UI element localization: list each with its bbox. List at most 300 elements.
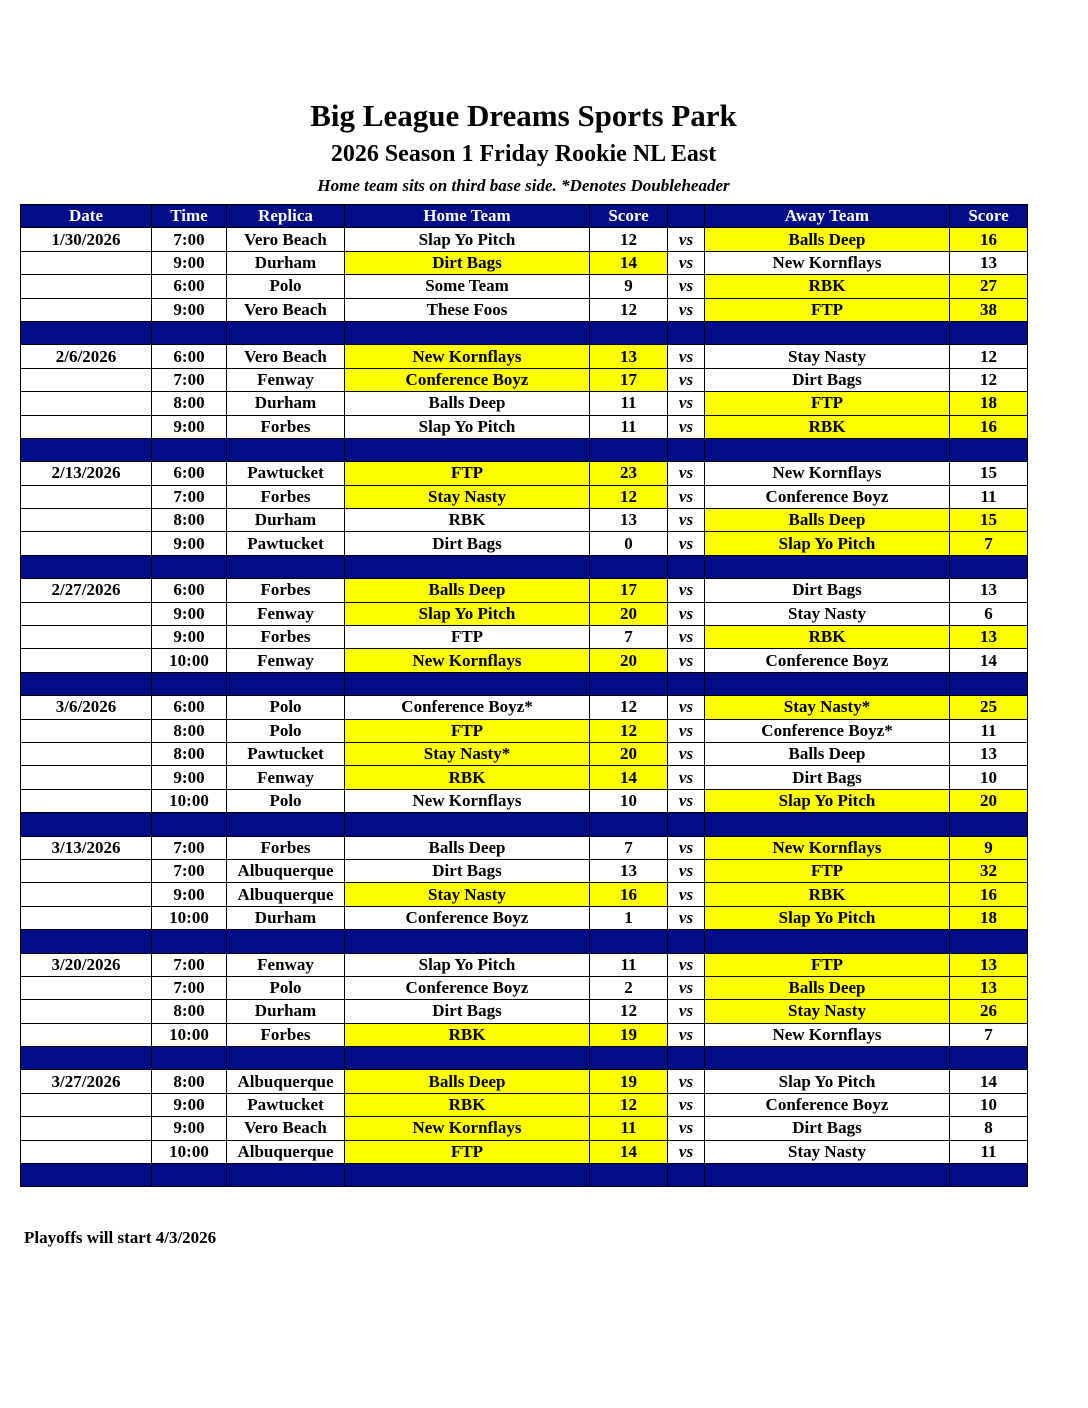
away-team-cell: New Kornflays <box>705 836 950 859</box>
date-cell <box>21 859 152 882</box>
table-row <box>21 275 1028 298</box>
date-cell <box>21 298 152 321</box>
table-row <box>21 953 1028 976</box>
week-separator-row <box>21 1164 1028 1187</box>
date-cell: 3/20/2026 <box>21 953 152 976</box>
vs-cell: vs <box>668 1117 705 1140</box>
separator-cell <box>668 930 705 953</box>
table-row <box>21 532 1028 555</box>
separator-cell <box>705 321 950 344</box>
week-separator-row <box>21 555 1028 578</box>
separator-cell <box>152 321 227 344</box>
time-cell: 8:00 <box>152 392 227 415</box>
away-score-cell: 12 <box>950 368 1028 391</box>
time-cell: 9:00 <box>152 298 227 321</box>
column-header-home-score: Score <box>590 205 668 228</box>
home-team-cell: Dirt Bags <box>345 1000 590 1023</box>
date-cell <box>21 742 152 765</box>
away-team-cell: Slap Yo Pitch <box>705 1070 950 1093</box>
time-cell: 7:00 <box>152 485 227 508</box>
home-score-cell: 12 <box>590 228 668 251</box>
away-team-cell: Dirt Bags <box>705 579 950 602</box>
vs-cell: vs <box>668 976 705 999</box>
time-cell: 10:00 <box>152 649 227 672</box>
home-team-cell: FTP <box>345 462 590 485</box>
column-header-away-team: Away Team <box>705 205 950 228</box>
date-cell <box>21 509 152 532</box>
vs-cell: vs <box>668 789 705 812</box>
vs-cell: vs <box>668 345 705 368</box>
home-team-cell: New Kornflays <box>345 649 590 672</box>
replica-cell: Polo <box>227 976 345 999</box>
separator-cell <box>227 1047 345 1070</box>
separator-cell <box>590 555 668 578</box>
vs-cell: vs <box>668 1070 705 1093</box>
replica-cell: Forbes <box>227 579 345 602</box>
vs-cell: vs <box>668 1140 705 1163</box>
away-team-cell: Dirt Bags <box>705 1117 950 1140</box>
page-subtitle: 2026 Season 1 Friday Rookie NL East <box>330 141 717 167</box>
separator-cell <box>668 672 705 695</box>
replica-cell: Pawtucket <box>227 462 345 485</box>
separator-cell <box>950 321 1028 344</box>
date-cell <box>21 626 152 649</box>
home-team-cell: Stay Nasty <box>345 883 590 906</box>
table-row <box>21 626 1028 649</box>
table-row <box>21 649 1028 672</box>
away-score-cell: 7 <box>950 532 1028 555</box>
away-team-cell: New Kornflays <box>705 462 950 485</box>
home-score-cell: 23 <box>590 462 668 485</box>
vs-cell: vs <box>668 742 705 765</box>
replica-cell: Forbes <box>227 485 345 508</box>
home-team-cell: RBK <box>345 766 590 789</box>
separator-cell <box>227 438 345 461</box>
time-cell: 9:00 <box>152 1093 227 1116</box>
away-score-cell: 13 <box>950 626 1028 649</box>
vs-cell: vs <box>668 696 705 719</box>
table-row <box>21 485 1028 508</box>
table-row <box>21 509 1028 532</box>
away-score-cell: 13 <box>950 976 1028 999</box>
replica-cell: Polo <box>227 719 345 742</box>
schedule-note: Home team sits on third base side. *Denotes Doubleheader <box>317 176 730 195</box>
away-team-cell: Balls Deep <box>705 509 950 532</box>
date-cell <box>21 1117 152 1140</box>
separator-cell <box>668 1164 705 1187</box>
separator-cell <box>21 321 152 344</box>
away-score-cell: 14 <box>950 649 1028 672</box>
playoffs-note: Playoffs will start 4/3/2026 <box>24 1228 217 1247</box>
home-team-cell: FTP <box>345 626 590 649</box>
replica-cell: Pawtucket <box>227 532 345 555</box>
schedule-table <box>20 204 1028 1187</box>
vs-cell: vs <box>668 579 705 602</box>
table-row <box>21 906 1028 929</box>
home-score-cell: 12 <box>590 1093 668 1116</box>
separator-cell <box>21 1164 152 1187</box>
home-team-cell: Slap Yo Pitch <box>345 415 590 438</box>
replica-cell: Albuquerque <box>227 859 345 882</box>
time-cell: 8:00 <box>152 719 227 742</box>
separator-cell <box>668 321 705 344</box>
date-cell: 3/6/2026 <box>21 696 152 719</box>
time-cell: 10:00 <box>152 906 227 929</box>
away-team-cell: Balls Deep <box>705 976 950 999</box>
column-header-vs <box>668 205 705 228</box>
away-score-cell: 13 <box>950 579 1028 602</box>
separator-cell <box>227 813 345 836</box>
time-cell: 7:00 <box>152 859 227 882</box>
date-cell <box>21 1140 152 1163</box>
away-team-cell: Slap Yo Pitch <box>705 532 950 555</box>
separator-cell <box>950 438 1028 461</box>
home-team-cell: These Foos <box>345 298 590 321</box>
home-team-cell: Balls Deep <box>345 1070 590 1093</box>
vs-cell: vs <box>668 415 705 438</box>
date-cell: 2/6/2026 <box>21 345 152 368</box>
vs-cell: vs <box>668 906 705 929</box>
column-header-time: Time <box>152 205 227 228</box>
vs-cell: vs <box>668 228 705 251</box>
away-team-cell: Stay Nasty <box>705 1000 950 1023</box>
table-row <box>21 696 1028 719</box>
separator-cell <box>950 930 1028 953</box>
home-score-cell: 20 <box>590 649 668 672</box>
time-cell: 9:00 <box>152 883 227 906</box>
vs-cell: vs <box>668 859 705 882</box>
vs-cell: vs <box>668 368 705 391</box>
replica-cell: Fenway <box>227 649 345 672</box>
home-score-cell: 19 <box>590 1023 668 1046</box>
away-score-cell: 11 <box>950 1140 1028 1163</box>
time-cell: 8:00 <box>152 509 227 532</box>
separator-cell <box>668 1047 705 1070</box>
away-team-cell: Conference Boyz <box>705 1093 950 1116</box>
separator-cell <box>705 1164 950 1187</box>
home-score-cell: 11 <box>590 415 668 438</box>
separator-cell <box>152 438 227 461</box>
date-cell <box>21 766 152 789</box>
home-score-cell: 19 <box>590 1070 668 1093</box>
replica-cell: Albuquerque <box>227 883 345 906</box>
separator-cell <box>21 438 152 461</box>
date-cell <box>21 1000 152 1023</box>
away-team-cell: New Kornflays <box>705 251 950 274</box>
time-cell: 9:00 <box>152 532 227 555</box>
vs-cell: vs <box>668 1023 705 1046</box>
date-cell <box>21 275 152 298</box>
vs-cell: vs <box>668 251 705 274</box>
date-cell: 2/13/2026 <box>21 462 152 485</box>
home-team-cell: Dirt Bags <box>345 859 590 882</box>
replica-cell: Durham <box>227 509 345 532</box>
away-score-cell: 11 <box>950 719 1028 742</box>
home-team-cell: Slap Yo Pitch <box>345 228 590 251</box>
vs-cell: vs <box>668 1000 705 1023</box>
replica-cell: Durham <box>227 1000 345 1023</box>
away-score-cell: 15 <box>950 509 1028 532</box>
separator-cell <box>152 1047 227 1070</box>
date-cell <box>21 906 152 929</box>
away-team-cell: Balls Deep <box>705 228 950 251</box>
separator-cell <box>21 813 152 836</box>
date-cell <box>21 602 152 625</box>
date-cell <box>21 485 152 508</box>
away-score-cell: 16 <box>950 415 1028 438</box>
away-score-cell: 16 <box>950 228 1028 251</box>
vs-cell: vs <box>668 485 705 508</box>
column-header-replica: Replica <box>227 205 345 228</box>
away-team-cell: Dirt Bags <box>705 368 950 391</box>
away-score-cell: 25 <box>950 696 1028 719</box>
separator-cell <box>950 1164 1028 1187</box>
home-score-cell: 12 <box>590 298 668 321</box>
vs-cell: vs <box>668 953 705 976</box>
separator-cell <box>152 930 227 953</box>
separator-cell <box>345 813 590 836</box>
away-team-cell: RBK <box>705 626 950 649</box>
separator-cell <box>668 813 705 836</box>
home-team-cell: Balls Deep <box>345 392 590 415</box>
replica-cell: Forbes <box>227 626 345 649</box>
home-team-cell: FTP <box>345 1140 590 1163</box>
week-separator-row <box>21 930 1028 953</box>
home-score-cell: 9 <box>590 275 668 298</box>
home-team-cell: Dirt Bags <box>345 251 590 274</box>
home-team-cell: RBK <box>345 1023 590 1046</box>
vs-cell: vs <box>668 532 705 555</box>
page-title: Big League Dreams Sports Park <box>310 98 737 133</box>
home-score-cell: 17 <box>590 368 668 391</box>
home-team-cell: Slap Yo Pitch <box>345 602 590 625</box>
time-cell: 9:00 <box>152 1117 227 1140</box>
table-row <box>21 1093 1028 1116</box>
table-row <box>21 602 1028 625</box>
date-cell <box>21 976 152 999</box>
separator-cell <box>590 672 668 695</box>
time-cell: 9:00 <box>152 626 227 649</box>
separator-cell <box>668 555 705 578</box>
table-row <box>21 789 1028 812</box>
time-cell: 6:00 <box>152 345 227 368</box>
vs-cell: vs <box>668 883 705 906</box>
home-score-cell: 17 <box>590 579 668 602</box>
replica-cell: Forbes <box>227 1023 345 1046</box>
separator-cell <box>590 438 668 461</box>
separator-cell <box>950 672 1028 695</box>
home-team-cell: FTP <box>345 719 590 742</box>
time-cell: 9:00 <box>152 602 227 625</box>
home-team-cell: Slap Yo Pitch <box>345 953 590 976</box>
home-team-cell: New Kornflays <box>345 345 590 368</box>
date-cell <box>21 251 152 274</box>
replica-cell: Vero Beach <box>227 345 345 368</box>
away-team-cell: Stay Nasty <box>705 345 950 368</box>
separator-cell <box>345 555 590 578</box>
date-cell: 3/27/2026 <box>21 1070 152 1093</box>
away-team-cell: FTP <box>705 859 950 882</box>
replica-cell: Vero Beach <box>227 298 345 321</box>
date-cell <box>21 719 152 742</box>
replica-cell: Albuquerque <box>227 1070 345 1093</box>
time-cell: 6:00 <box>152 275 227 298</box>
time-cell: 6:00 <box>152 696 227 719</box>
table-row <box>21 883 1028 906</box>
home-score-cell: 20 <box>590 602 668 625</box>
date-cell <box>21 1023 152 1046</box>
separator-cell <box>227 555 345 578</box>
away-score-cell: 6 <box>950 602 1028 625</box>
separator-cell <box>950 1047 1028 1070</box>
separator-cell <box>950 555 1028 578</box>
away-score-cell: 8 <box>950 1117 1028 1140</box>
separator-cell <box>152 672 227 695</box>
date-cell <box>21 883 152 906</box>
week-separator-row <box>21 438 1028 461</box>
separator-cell <box>345 930 590 953</box>
separator-cell <box>590 1164 668 1187</box>
away-score-cell: 38 <box>950 298 1028 321</box>
time-cell: 10:00 <box>152 1023 227 1046</box>
time-cell: 10:00 <box>152 789 227 812</box>
vs-cell: vs <box>668 836 705 859</box>
away-team-cell: New Kornflays <box>705 1023 950 1046</box>
separator-cell <box>590 930 668 953</box>
home-team-cell: Conference Boyz <box>345 976 590 999</box>
away-team-cell: RBK <box>705 883 950 906</box>
away-score-cell: 13 <box>950 251 1028 274</box>
home-score-cell: 11 <box>590 392 668 415</box>
column-header-home-team: Home Team <box>345 205 590 228</box>
away-team-cell: FTP <box>705 298 950 321</box>
separator-cell <box>227 1164 345 1187</box>
column-header-date: Date <box>21 205 152 228</box>
away-score-cell: 32 <box>950 859 1028 882</box>
home-score-cell: 12 <box>590 719 668 742</box>
table-row <box>21 1070 1028 1093</box>
home-score-cell: 1 <box>590 906 668 929</box>
vs-cell: vs <box>668 719 705 742</box>
separator-cell <box>345 1164 590 1187</box>
separator-cell <box>21 555 152 578</box>
time-cell: 7:00 <box>152 976 227 999</box>
away-score-cell: 13 <box>950 742 1028 765</box>
table-row <box>21 1117 1028 1140</box>
time-cell: 9:00 <box>152 251 227 274</box>
away-score-cell: 10 <box>950 1093 1028 1116</box>
date-cell <box>21 415 152 438</box>
replica-cell: Durham <box>227 392 345 415</box>
away-score-cell: 11 <box>950 485 1028 508</box>
home-score-cell: 7 <box>590 836 668 859</box>
time-cell: 6:00 <box>152 579 227 602</box>
vs-cell: vs <box>668 766 705 789</box>
away-score-cell: 14 <box>950 1070 1028 1093</box>
time-cell: 7:00 <box>152 836 227 859</box>
home-team-cell: Conference Boyz <box>345 368 590 391</box>
date-cell <box>21 789 152 812</box>
vs-cell: vs <box>668 649 705 672</box>
table-row <box>21 345 1028 368</box>
away-team-cell: Dirt Bags <box>705 766 950 789</box>
column-header-away-score: Score <box>950 205 1028 228</box>
home-team-cell: Balls Deep <box>345 579 590 602</box>
home-score-cell: 12 <box>590 696 668 719</box>
home-score-cell: 20 <box>590 742 668 765</box>
separator-cell <box>705 438 950 461</box>
date-cell <box>21 368 152 391</box>
replica-cell: Durham <box>227 251 345 274</box>
home-score-cell: 11 <box>590 1117 668 1140</box>
separator-cell <box>345 672 590 695</box>
vs-cell: vs <box>668 509 705 532</box>
away-score-cell: 12 <box>950 345 1028 368</box>
separator-cell <box>152 1164 227 1187</box>
vs-cell: vs <box>668 462 705 485</box>
week-separator-row <box>21 1047 1028 1070</box>
table-row <box>21 1140 1028 1163</box>
table-row <box>21 415 1028 438</box>
home-score-cell: 14 <box>590 1140 668 1163</box>
home-team-cell: Conference Boyz <box>345 906 590 929</box>
away-team-cell: Stay Nasty* <box>705 696 950 719</box>
home-score-cell: 13 <box>590 345 668 368</box>
vs-cell: vs <box>668 626 705 649</box>
away-score-cell: 10 <box>950 766 1028 789</box>
table-row <box>21 976 1028 999</box>
replica-cell: Fenway <box>227 602 345 625</box>
away-score-cell: 7 <box>950 1023 1028 1046</box>
replica-cell: Durham <box>227 906 345 929</box>
vs-cell: vs <box>668 298 705 321</box>
vs-cell: vs <box>668 275 705 298</box>
replica-cell: Vero Beach <box>227 1117 345 1140</box>
away-score-cell: 18 <box>950 906 1028 929</box>
home-team-cell: RBK <box>345 509 590 532</box>
home-team-cell: Conference Boyz* <box>345 696 590 719</box>
replica-cell: Fenway <box>227 953 345 976</box>
home-score-cell: 2 <box>590 976 668 999</box>
separator-cell <box>705 672 950 695</box>
table-header-row <box>21 205 1028 228</box>
away-score-cell: 9 <box>950 836 1028 859</box>
home-team-cell: New Kornflays <box>345 1117 590 1140</box>
date-cell <box>21 532 152 555</box>
table-row <box>21 251 1028 274</box>
replica-cell: Forbes <box>227 415 345 438</box>
replica-cell: Polo <box>227 275 345 298</box>
replica-cell: Fenway <box>227 368 345 391</box>
home-team-cell: Balls Deep <box>345 836 590 859</box>
vs-cell: vs <box>668 392 705 415</box>
table-row <box>21 836 1028 859</box>
away-score-cell: 26 <box>950 1000 1028 1023</box>
time-cell: 6:00 <box>152 462 227 485</box>
replica-cell: Forbes <box>227 836 345 859</box>
away-team-cell: Stay Nasty <box>705 1140 950 1163</box>
table-row <box>21 1000 1028 1023</box>
separator-cell <box>590 813 668 836</box>
vs-cell: vs <box>668 1093 705 1116</box>
time-cell: 7:00 <box>152 368 227 391</box>
away-team-cell: RBK <box>705 415 950 438</box>
time-cell: 8:00 <box>152 742 227 765</box>
away-team-cell: Conference Boyz <box>705 485 950 508</box>
date-cell: 1/30/2026 <box>21 228 152 251</box>
time-cell: 9:00 <box>152 766 227 789</box>
away-team-cell: Slap Yo Pitch <box>705 906 950 929</box>
